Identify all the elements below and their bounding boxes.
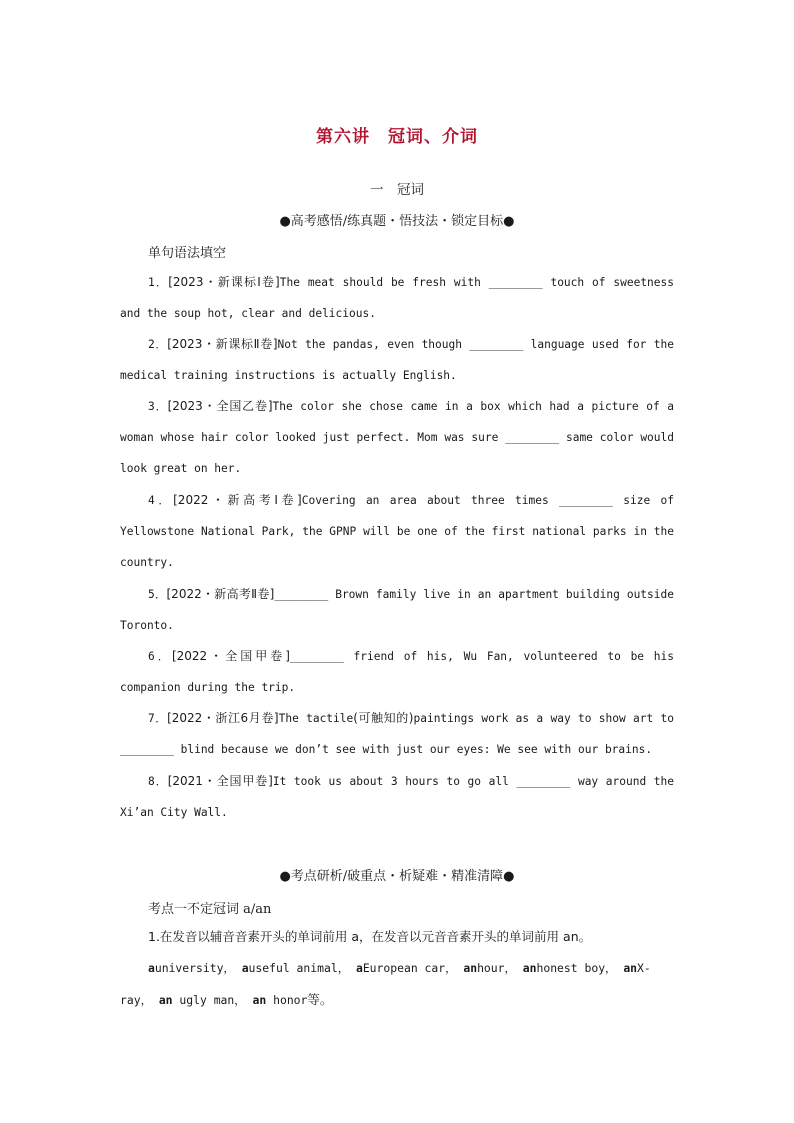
question-4: 4．[2022・新高考Ⅰ卷]Covering an area about three times ________ size of Yellowstone National Park, the GPNP will be one of the first national parks in the country. [120, 493, 674, 570]
rule-1: 1.在发音以辅音音素开头的单词前用 a，在发音以元音音素开头的单词前用 an。 [148, 929, 592, 944]
banner-practice: ●高考感悟/练真题・悟技法・锁定目标● [279, 214, 515, 229]
exercise-type: 单句语法填空 [148, 246, 227, 261]
examples: auniversity， auseful animal， aEuropean car， anhour， anhonest boy， anX-ray， an ugly man， an honor等。 [120, 961, 651, 1007]
banner-analysis: ●考点研析/破重点・析疑难・精准清障● [279, 869, 515, 884]
section-heading: 一 冠词 [370, 182, 424, 198]
page-title: 第六讲 冠词、介词 [316, 127, 478, 147]
question-7: 7．[2022・浙江6月卷]The tactile(可触知的)paintings work as a way to show art to ________ blind because we don’t see with just our eyes: We see with our brains. [120, 711, 674, 757]
question-5: 5．[2022・新高考Ⅱ卷]________ Brown family live in an apartment building outside Toronto. [120, 587, 674, 633]
question-2: 2．[2023・新课标Ⅱ卷]Not the pandas, even though ________ language used for the medical training instructions is actually English. [120, 337, 674, 383]
question-3: 3．[2023・全国乙卷]The color she chose came in a box which had a picture of a woman whose hair color looked just perfect. Mom was sure ________ same color would look great on her. [120, 399, 674, 476]
question-1: 1．[2023・新课标Ⅰ卷]The meat should be fresh with ________ touch of sweetness and the soup hot, clear and delicious. [120, 275, 674, 321]
question-6: 6．[2022・全国甲卷]________ friend of his, Wu Fan, volunteered to be his companion during the trip. [120, 649, 674, 695]
question-8: 8．[2021・全国甲卷]It took us about 3 hours to go all ________ way around the Xi’an City Wall. [120, 774, 674, 820]
topic-heading: 考点一不定冠词 a/an [148, 902, 272, 917]
